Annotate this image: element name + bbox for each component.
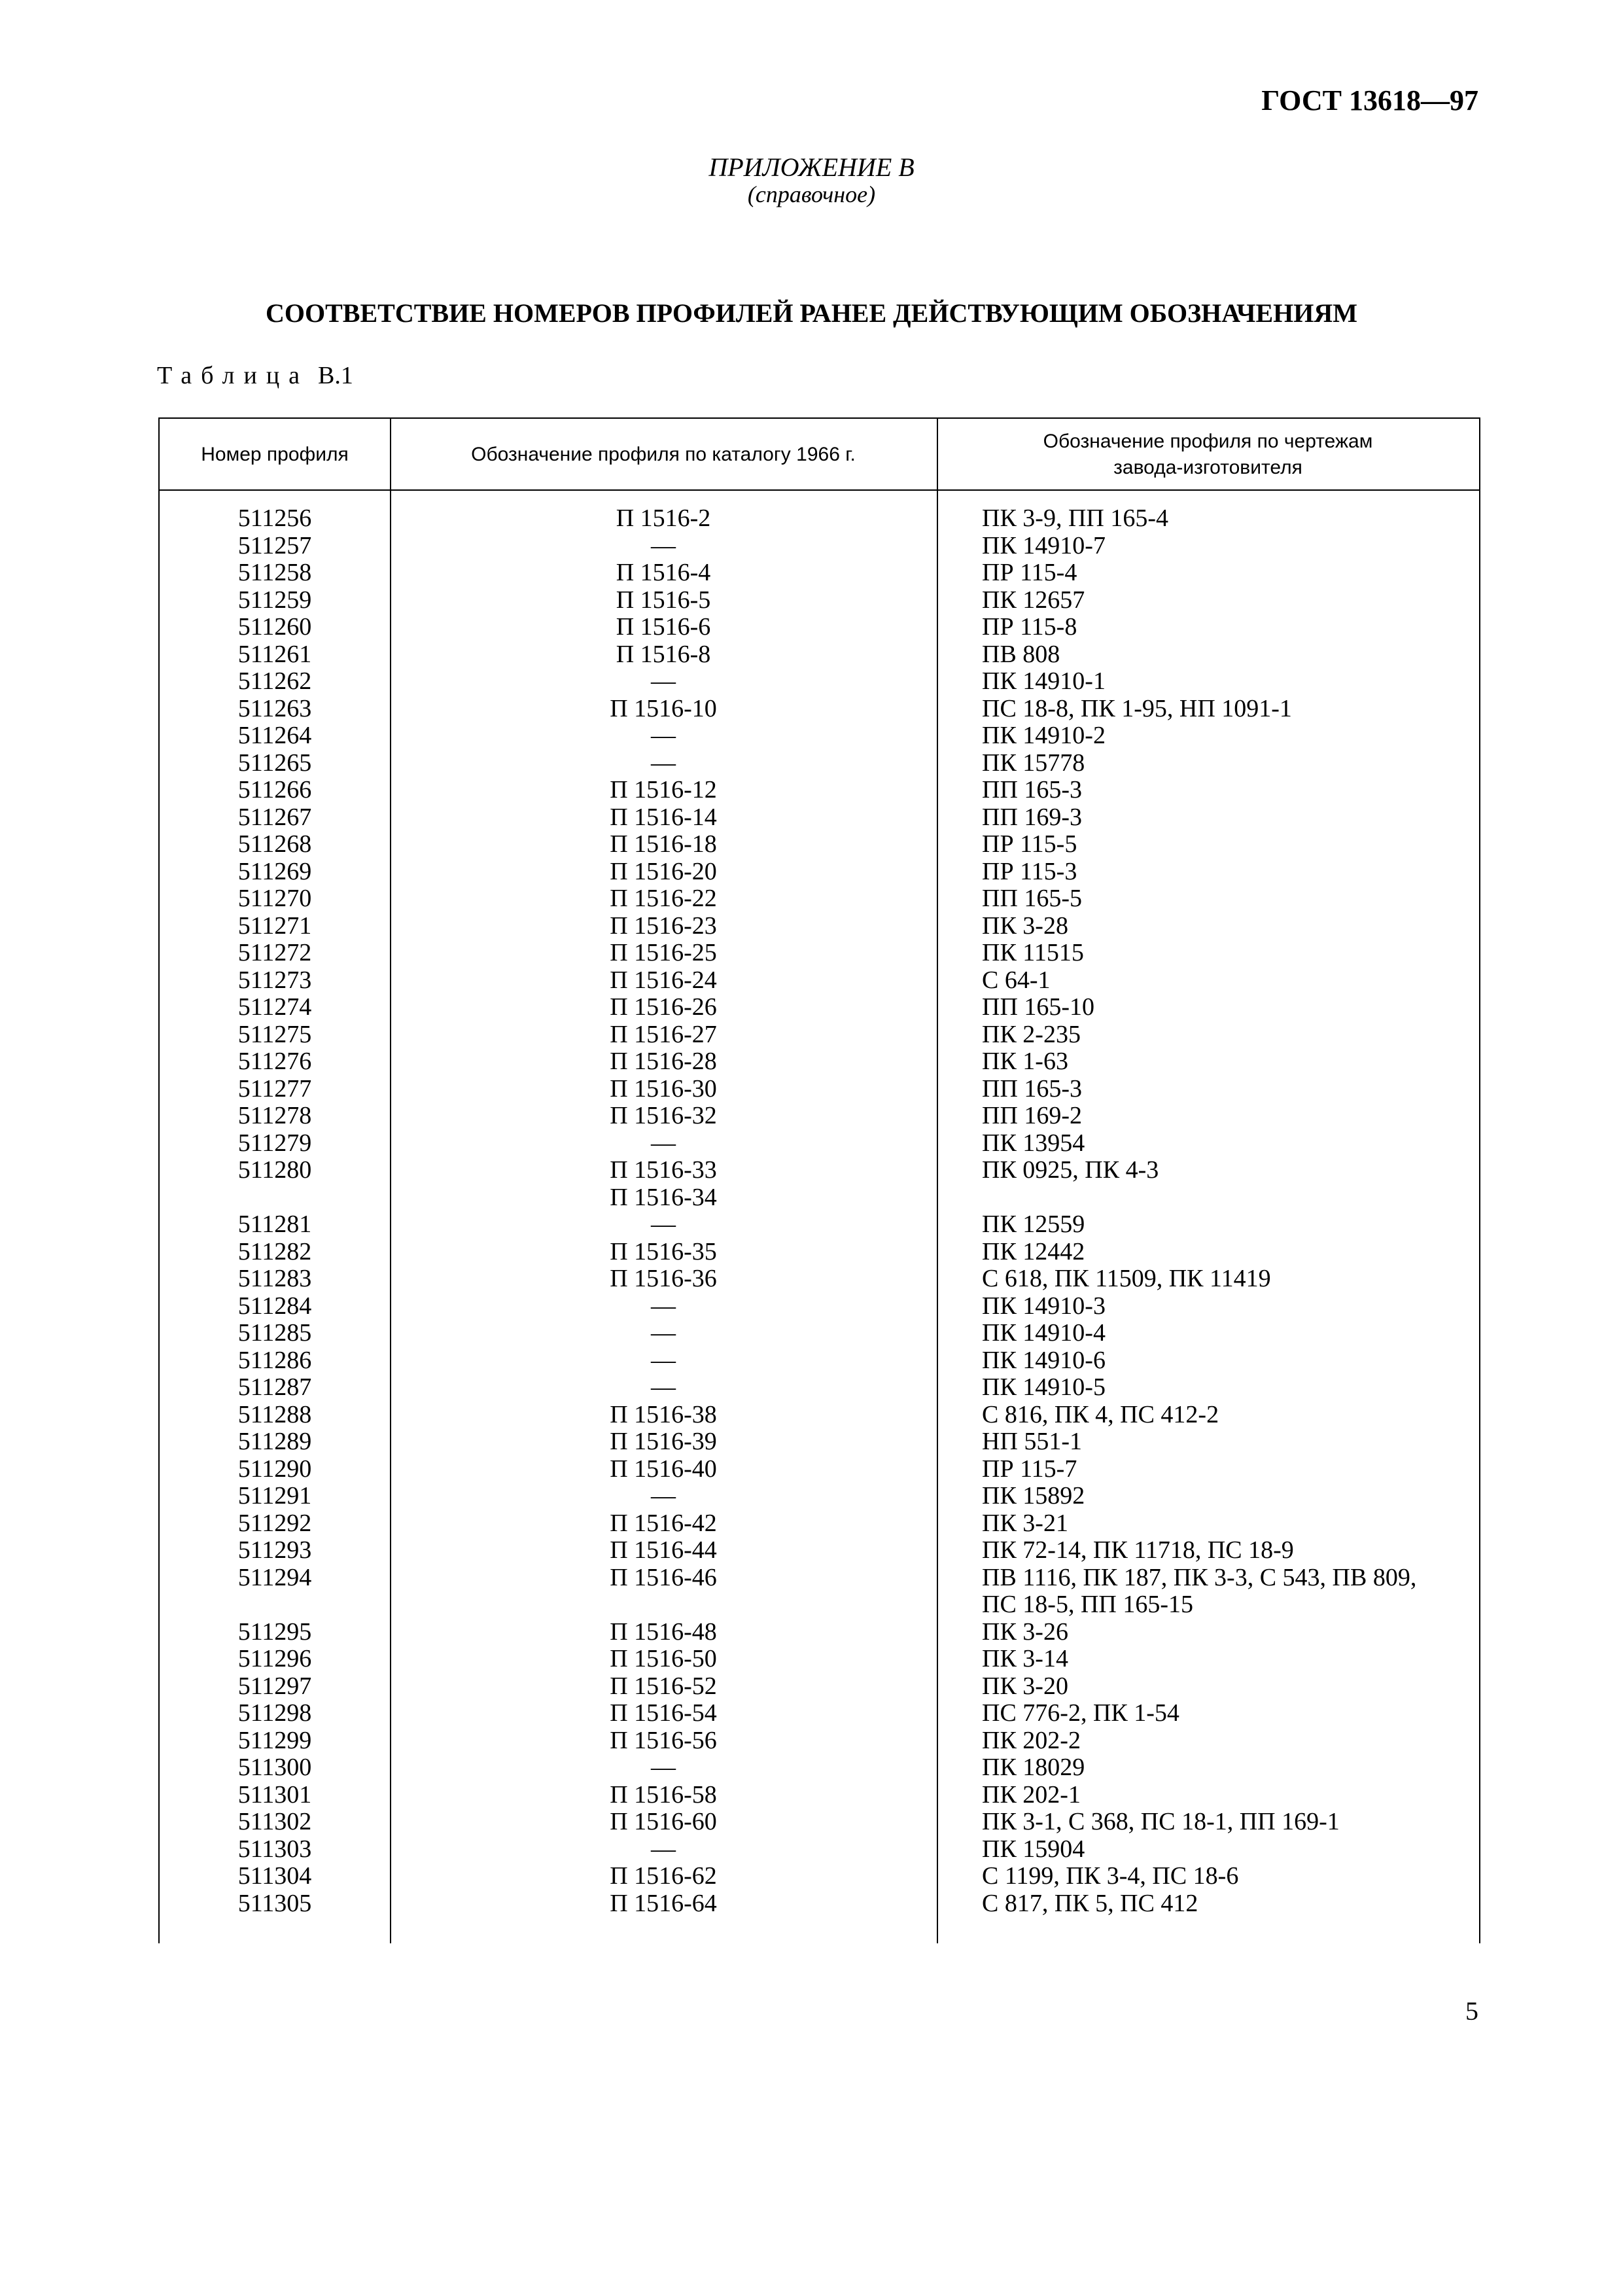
factory-designation-cell: ПК 2-235 <box>982 1020 1081 1048</box>
table-row <box>160 1456 1479 1483</box>
catalog-designation-cell: П 1516-2 <box>616 504 711 532</box>
table-row <box>160 1564 1479 1619</box>
table-row <box>160 1863 1479 1890</box>
factory-designation-cell: ПК 3-14 <box>982 1645 1068 1672</box>
table-row <box>160 722 1479 750</box>
factory-designation-cell: ПК 11515 <box>982 939 1084 966</box>
table-row <box>160 1130 1479 1157</box>
catalog-designation-cell: П 1516-50 <box>610 1645 717 1672</box>
profile-number-cell: 511294 <box>237 1563 312 1591</box>
catalog-designation-cell: П 1516-27 <box>610 1020 717 1048</box>
factory-designation-cell: С 816, ПК 4, ПС 412-2 <box>982 1400 1219 1428</box>
factory-designation-cell-line: ПС 18-5, ПП 165-15 <box>982 1591 1193 1618</box>
profile-number-cell: 511297 <box>237 1672 312 1700</box>
profile-number-cell: 511266 <box>237 776 312 804</box>
profile-number-cell: 511281 <box>237 1210 312 1238</box>
table-row <box>160 668 1479 696</box>
profile-number-cell: 511272 <box>237 939 312 966</box>
factory-designation-cell: ПС 776-2, ПК 1-54 <box>982 1699 1179 1727</box>
catalog-designation-cell: — <box>651 1129 676 1157</box>
factory-designation-cell: С 64-1 <box>982 966 1051 994</box>
table-row <box>160 1700 1479 1727</box>
table-row <box>160 1890 1479 1918</box>
profile-number-cell: 511277 <box>237 1074 312 1103</box>
profile-number-cell: 511267 <box>237 803 312 831</box>
profile-number-cell: 511298 <box>237 1699 312 1727</box>
catalog-designation-cell <box>390 1157 937 1211</box>
table-row <box>160 1782 1479 1809</box>
factory-designation-cell: ПК 3-28 <box>982 911 1068 940</box>
profile-number-cell: 511291 <box>237 1482 312 1510</box>
catalog-designation-cell: П 1516-54 <box>610 1699 717 1727</box>
profile-number-cell: 511263 <box>237 694 312 722</box>
profile-number-cell: 511269 <box>237 857 312 885</box>
table-row <box>160 641 1479 669</box>
factory-designation-cell <box>982 1564 1479 1619</box>
table-row <box>160 1537 1479 1564</box>
profile-number-cell: 511303 <box>237 1835 312 1863</box>
factory-designation-cell: ПК 3-26 <box>982 1617 1068 1646</box>
profile-number-cell: 511279 <box>237 1129 312 1157</box>
catalog-designation-cell: П 1516-44 <box>610 1536 717 1564</box>
profile-number-cell: 511257 <box>237 531 312 559</box>
profile-number-cell: 511299 <box>237 1726 312 1754</box>
catalog-designation-cell: П 1516-52 <box>610 1672 717 1700</box>
table-header <box>160 419 1479 491</box>
profile-number-cell: 511264 <box>237 722 312 749</box>
profile-number-cell: 511295 <box>237 1617 312 1646</box>
table-row <box>160 1836 1479 1863</box>
profile-number-cell: 511282 <box>237 1237 312 1265</box>
factory-designation-cell: ПП 165-3 <box>982 1074 1083 1103</box>
profile-number-cell: 511285 <box>237 1319 312 1347</box>
catalog-designation-cell: — <box>651 1346 676 1374</box>
factory-designation-cell: ПК 15778 <box>982 749 1085 777</box>
catalog-designation-cell: П 1516-64 <box>610 1889 717 1917</box>
catalog-designation-cell-line: П 1516-34 <box>610 1183 717 1211</box>
profile-number-cell: 511287 <box>237 1373 312 1401</box>
table-row <box>160 1265 1479 1293</box>
correspondence-table <box>158 417 1480 1943</box>
catalog-designation-cell: — <box>651 1835 676 1863</box>
factory-designation-cell: ПК 12657 <box>982 586 1085 614</box>
catalog-designation-cell: П 1516-48 <box>610 1617 717 1646</box>
factory-designation-cell: ПК 14910-4 <box>982 1319 1106 1347</box>
factory-designation-cell: ПР 115-3 <box>982 857 1077 885</box>
table-row <box>160 858 1479 886</box>
catalog-designation-cell: — <box>651 531 676 559</box>
profile-number-cell: 511268 <box>237 830 312 858</box>
table-row <box>160 1809 1479 1836</box>
table-row <box>160 1510 1479 1538</box>
profile-number-cell: 511289 <box>237 1428 312 1455</box>
profile-number-cell: 511275 <box>237 1020 312 1048</box>
table-label-number: В.1 <box>318 362 353 389</box>
table-row <box>160 1320 1479 1347</box>
profile-number-cell: 511301 <box>237 1780 312 1809</box>
catalog-designation-cell: П 1516-6 <box>616 613 711 641</box>
factory-designation-cell: ПК 13954 <box>982 1129 1085 1157</box>
catalog-designation-cell: П 1516-39 <box>610 1428 717 1455</box>
profile-number-cell: 511265 <box>237 749 312 777</box>
factory-designation-cell: ПК 1-63 <box>982 1048 1068 1075</box>
section-heading: СООТВЕТСТВИЕ НОМЕРОВ ПРОФИЛЕЙ РАНЕЕ ДЕЙСТВУЮЩИМ ОБОЗНАЧЕНИЯМ <box>265 298 1358 328</box>
factory-designation-cell-line: ПВ 1116, ПК 187, ПК 3-3, С 543, ПВ 809, <box>982 1563 1417 1591</box>
catalog-designation-cell: П 1516-14 <box>610 803 717 831</box>
profile-number-cell: 511280 <box>237 1156 312 1184</box>
table-body <box>160 505 1479 1917</box>
factory-designation-cell: ПР 115-4 <box>982 559 1077 586</box>
profile-number-cell: 511305 <box>237 1889 312 1917</box>
catalog-designation-cell: П 1516-56 <box>610 1726 717 1754</box>
catalog-designation-cell: П 1516-42 <box>610 1509 717 1537</box>
catalog-designation-cell: П 1516-8 <box>616 640 711 668</box>
factory-designation-cell: ПК 3-9, ПП 165-4 <box>982 504 1168 532</box>
table-row <box>160 1673 1479 1701</box>
catalog-designation-cell: П 1516-24 <box>610 966 717 994</box>
table-row <box>160 1646 1479 1673</box>
table-row <box>160 559 1479 587</box>
profile-number-cell: 511259 <box>237 586 312 614</box>
table-row <box>160 804 1479 832</box>
factory-designation-cell: ПП 169-2 <box>982 1102 1083 1129</box>
table-row <box>160 1048 1479 1076</box>
table-row <box>160 1754 1479 1782</box>
table-row <box>160 1157 1479 1211</box>
appendix-subtitle: (справочное) <box>747 181 876 207</box>
catalog-designation-cell: П 1516-30 <box>610 1074 717 1103</box>
table-row <box>160 1293 1479 1320</box>
profile-number-cell: 511292 <box>237 1509 312 1537</box>
catalog-designation-cell: П 1516-23 <box>610 911 717 940</box>
profile-number-cell: 511300 <box>237 1754 312 1781</box>
profile-number-cell: 511274 <box>237 993 312 1021</box>
catalog-designation-cell: — <box>651 1754 676 1781</box>
table-row <box>160 1076 1479 1103</box>
factory-designation-cell: ПК 14910-1 <box>982 667 1106 695</box>
catalog-designation-cell: П 1516-40 <box>610 1455 717 1483</box>
factory-designation-cell: ПК 202-2 <box>982 1726 1081 1754</box>
profile-number-cell: 511284 <box>237 1292 312 1320</box>
catalog-designation-cell: П 1516-10 <box>610 694 717 722</box>
profile-number-cell: 511304 <box>237 1862 312 1890</box>
factory-designation-cell: ПК 202-1 <box>982 1780 1081 1809</box>
catalog-designation-cell: — <box>651 1292 676 1320</box>
factory-designation-cell: ПП 165-5 <box>982 885 1083 912</box>
table-row <box>160 831 1479 858</box>
profile-number-cell: 511271 <box>237 911 312 940</box>
profile-number-cell: 511261 <box>237 640 312 668</box>
catalog-designation-cell: П 1516-5 <box>616 586 711 614</box>
factory-designation-cell: ПК 72-14, ПК 11718, ПС 18-9 <box>982 1536 1294 1564</box>
catalog-designation-cell: П 1516-35 <box>610 1237 717 1265</box>
catalog-designation-cell: П 1516-60 <box>610 1808 717 1835</box>
factory-designation-cell: ПК 3-20 <box>982 1672 1068 1700</box>
profile-number-cell: 511288 <box>237 1400 312 1428</box>
factory-designation-cell: ПС 18-8, ПК 1-95, НП 1091-1 <box>982 694 1292 722</box>
factory-designation-cell: С 1199, ПК 3-4, ПС 18-6 <box>982 1862 1239 1890</box>
factory-designation-cell: ПК 14910-2 <box>982 722 1106 749</box>
catalog-designation-cell: П 1516-22 <box>610 885 717 912</box>
factory-designation-cell: ПК 3-1, С 368, ПС 18-1, ПП 169-1 <box>982 1808 1340 1835</box>
factory-designation-cell: ПК 14910-6 <box>982 1346 1106 1374</box>
catalog-designation-cell: П 1516-46 <box>610 1563 717 1591</box>
profile-number-cell: 511258 <box>237 559 312 586</box>
factory-designation-cell: ПП 169-3 <box>982 803 1083 831</box>
table-row <box>160 1211 1479 1239</box>
factory-designation-cell: С 817, ПК 5, ПС 412 <box>982 1889 1198 1917</box>
table-row <box>160 1619 1479 1646</box>
factory-designation-cell: ПК 18029 <box>982 1754 1085 1781</box>
table-row <box>160 967 1479 995</box>
catalog-designation-cell: П 1516-58 <box>610 1780 717 1809</box>
catalog-designation-cell: П 1516-28 <box>610 1048 717 1075</box>
catalog-designation-cell: П 1516-20 <box>610 857 717 885</box>
header-profile-number: Номер профиля <box>201 444 349 465</box>
catalog-designation-cell: — <box>651 1373 676 1401</box>
profile-number-cell: 511262 <box>237 667 312 695</box>
catalog-designation-cell-line: П 1516-33 <box>610 1156 717 1184</box>
profile-number-cell: 511278 <box>237 1102 312 1129</box>
table-row <box>160 1402 1479 1429</box>
table-row <box>160 696 1479 723</box>
standard-number: ГОСТ 13618—97 <box>1261 84 1478 116</box>
profile-number-cell: 511290 <box>237 1455 312 1483</box>
factory-designation-cell: ПВ 808 <box>982 640 1060 668</box>
catalog-designation-cell: — <box>651 749 676 777</box>
profile-number-cell: 511273 <box>237 966 312 994</box>
header-factory-designation: Обозначение профиля по чертежам завода-изготовителя <box>1043 431 1373 478</box>
table-row <box>160 1483 1479 1510</box>
catalog-designation-cell: П 1516-25 <box>610 939 717 966</box>
table-row <box>160 913 1479 940</box>
catalog-designation-cell: — <box>651 1319 676 1347</box>
catalog-designation-cell: П 1516-4 <box>616 559 711 586</box>
factory-designation-cell: ПК 0925, ПК 4-3 <box>982 1156 1159 1184</box>
factory-designation-cell: ПК 12559 <box>982 1210 1085 1238</box>
table-row <box>160 1374 1479 1402</box>
profile-number-cell: 511260 <box>237 613 312 641</box>
factory-designation-cell: НП 551-1 <box>982 1428 1083 1455</box>
table-row <box>160 994 1479 1021</box>
page-number: 5 <box>1465 1996 1478 2026</box>
factory-designation-cell: ПК 15892 <box>982 1482 1085 1510</box>
table-row <box>160 940 1479 967</box>
table-row <box>160 777 1479 804</box>
catalog-designation-cell: П 1516-36 <box>610 1265 717 1292</box>
table-label <box>157 361 353 390</box>
catalog-designation-cell: — <box>651 1482 676 1510</box>
table-row <box>160 533 1479 560</box>
catalog-designation-cell: П 1516-26 <box>610 993 717 1021</box>
profile-number-cell: 511283 <box>237 1265 312 1292</box>
factory-designation-cell: ПК 15904 <box>982 1835 1085 1863</box>
factory-designation-cell: ПК 14910-3 <box>982 1292 1106 1320</box>
table-row <box>160 750 1479 777</box>
header-catalog-designation: Обозначение профиля по каталогу 1966 г. <box>471 444 856 465</box>
factory-designation-cell: ПП 165-3 <box>982 776 1083 804</box>
profile-number-cell: 511296 <box>237 1645 312 1672</box>
factory-designation-cell: ПР 115-7 <box>982 1455 1077 1483</box>
profile-number-cell: 511293 <box>237 1536 312 1564</box>
table-row <box>160 1428 1479 1456</box>
factory-designation-cell: ПР 115-5 <box>982 830 1077 858</box>
table-row <box>160 885 1479 913</box>
profile-number-cell: 511256 <box>237 504 312 532</box>
catalog-designation-cell: — <box>651 1210 676 1238</box>
table-row <box>160 1347 1479 1375</box>
factory-designation-cell: ПР 115-8 <box>982 613 1077 641</box>
appendix-title: ПРИЛОЖЕНИЕ В <box>708 152 915 182</box>
profile-number-cell: 511276 <box>237 1048 312 1075</box>
catalog-designation-cell: П 1516-62 <box>610 1862 717 1890</box>
catalog-designation-cell: — <box>651 722 676 749</box>
profile-number-cell: 511286 <box>237 1346 312 1374</box>
table-row <box>160 587 1479 614</box>
table-row <box>160 1239 1479 1266</box>
factory-designation-cell: ПК 12442 <box>982 1237 1085 1265</box>
catalog-designation-cell: П 1516-38 <box>610 1400 717 1428</box>
factory-designation-cell: С 618, ПК 11509, ПК 11419 <box>982 1265 1271 1292</box>
table-row <box>160 1103 1479 1130</box>
catalog-designation-cell: — <box>651 667 676 695</box>
profile-number-cell: 511270 <box>237 885 312 912</box>
table-row <box>160 505 1479 533</box>
catalog-designation-cell: П 1516-32 <box>610 1102 717 1129</box>
catalog-designation-cell: П 1516-12 <box>610 776 717 804</box>
profile-number-cell: 511302 <box>237 1808 312 1835</box>
table-row <box>160 1021 1479 1049</box>
catalog-designation-cell: П 1516-18 <box>610 830 717 858</box>
table-row <box>160 614 1479 641</box>
factory-designation-cell: ПК 14910-7 <box>982 531 1106 559</box>
factory-designation-cell: ПК 3-21 <box>982 1509 1068 1537</box>
table-label-word: Таблица <box>157 362 309 389</box>
table-row <box>160 1727 1479 1755</box>
factory-designation-cell: ПК 14910-5 <box>982 1373 1106 1401</box>
factory-designation-cell: ПП 165-10 <box>982 993 1095 1021</box>
